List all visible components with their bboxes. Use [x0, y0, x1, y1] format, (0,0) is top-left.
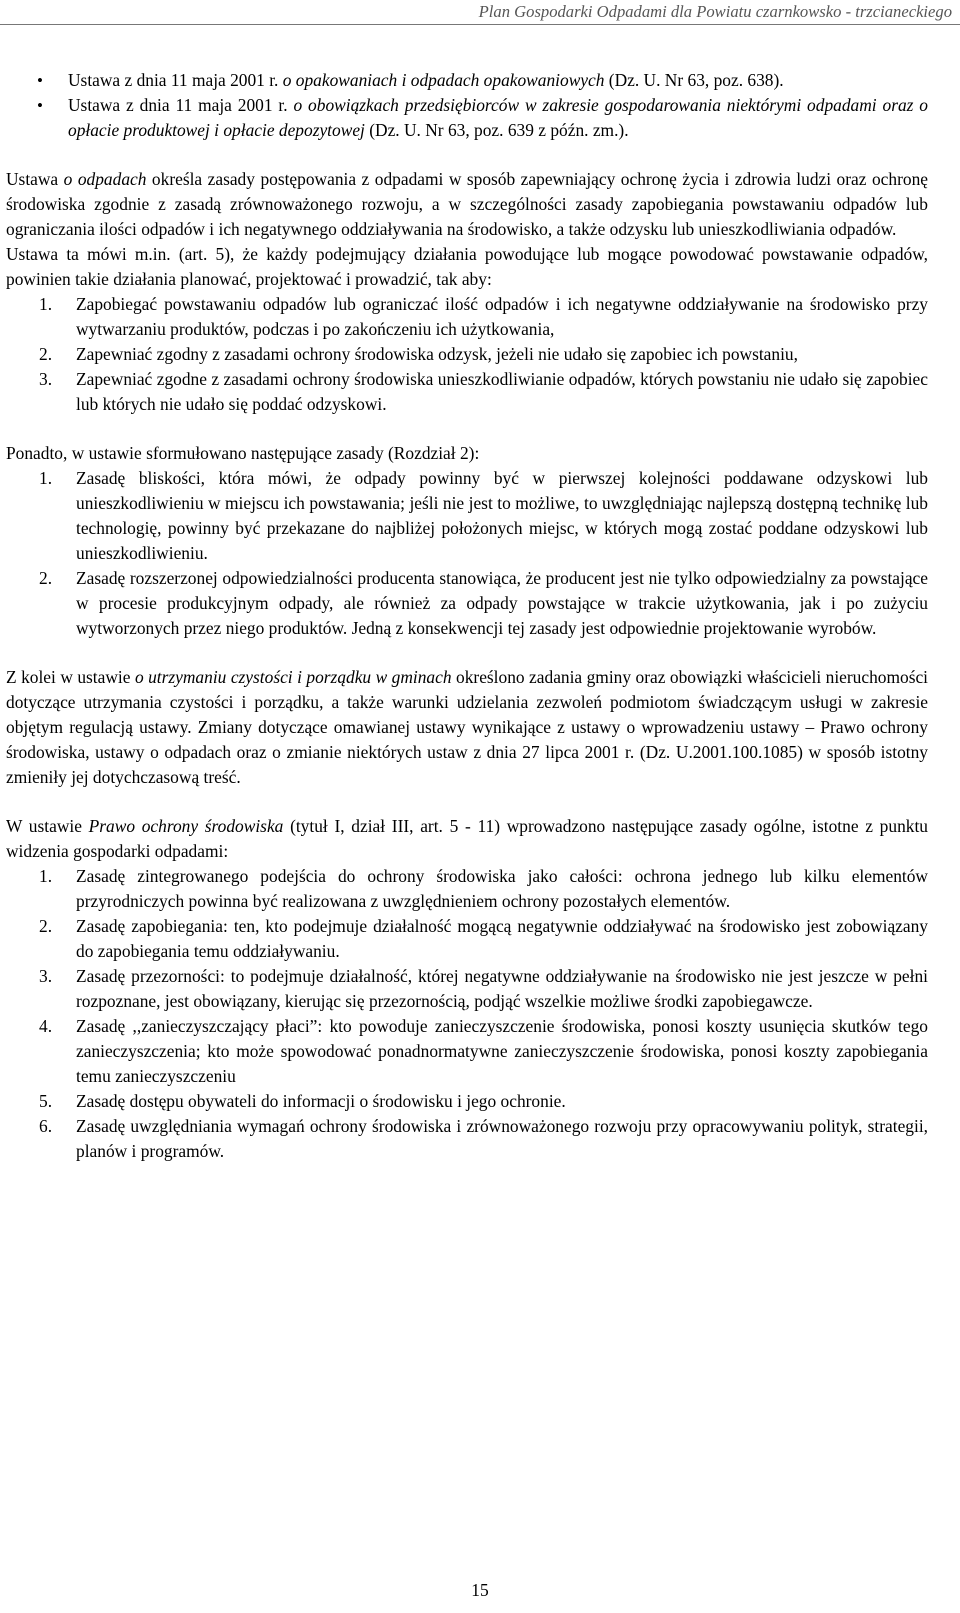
list-item: 3. Zapewniać zgodne z zasadami ochrony środowiska unieszkodliwianie odpadów, których powstaniu nie udało się zapobiec lub których nie udało się poddać odzyskowi. — [39, 369, 928, 414]
page-number: 15 — [471, 1580, 489, 1600]
paragraph-art5: Ustawa ta mówi m.in. (art. 5), że każdy podejmujący działania powodujące lub mogące powodować powstawanie odpadów, powinien takie działania planować, projektować i prowadzić, tak aby: — [6, 244, 928, 289]
list-item: 1. Zapobiegać powstawaniu odpadów lub ograniczać ilość odpadów i ich negatywne oddziaływanie na środowisko przy wytwarzaniu produktów, podczas i po zakończeniu ich użytkowania, — [39, 294, 928, 339]
running-header — [0, 0, 960, 25]
list-item: 5. Zasadę dostępu obywateli do informacji o środowisku i jego ochronie. — [39, 1091, 566, 1111]
list-item: 2. Zapewniać zgodny z zasadami ochrony środowiska odzysk, jeżeli nie udało się zapobiec ich powstaniu, — [39, 344, 798, 364]
list-item: 2. Zasadę rozszerzonej odpowiedzialności producenta stanowiąca, że producent jest nie tylko odpowiedzialny za powstające w procesie produkcyjnym odpady, ale również za odpady powstające w trakcie użytkowania, jak i po zużyciu wytworzonych przez niego produktów. Jedną z konsekwencji tej zasady jest odpowiednie projektowanie wyrobów. — [39, 568, 928, 638]
list-item: 2. Zasadę zapobiegania: ten, kto podejmuje działalność mogącą negatywnie oddziaływać na środowisko jest zobowiązany do zapobiegania temu oddziaływaniu. — [39, 916, 928, 961]
paragraph-zasady-intro: Ponadto, w ustawie sformułowano następujące zasady (Rozdział 2): — [6, 443, 480, 463]
paragraph-odpady-intro: Ustawa o odpadach określa zasady postępowania z odpadami w sposób zapewniający ochronę życia i zdrowia ludzi oraz ochronę środowiska zgodnie z zasadą zrównoważonego rozwoju, a w szczególności zasady zapobiegania powstawaniu odpadów lub ograniczania ilości odpadów i ich negatywnego oddziaływania na środowisko, a także odzysku lub unieszkodliwiania odpadów. — [6, 169, 928, 239]
bullet-item: • Ustawa z dnia 11 maja 2001 r. o opakowaniach i odpadach opakowaniowych (Dz. U. Nr 63, poz. 638). — [68, 68, 928, 93]
header-title: Plan Gospodarki Odpadami dla Powiatu czarnkowsko - trzcianeckiego — [478, 2, 952, 21]
list-item: 1. Zasadę zintegrowanego podejścia do ochrony środowiska jako całości: ochrona jednego lub kilku elementów przyrodniczych powinna być realizowana z uwzględnieniem ochrony pozostałych elementów. — [39, 866, 928, 911]
paragraph-poś-intro: W ustawie Prawo ochrony środowiska (tytuł I, dział III, art. 5 - 11) wprowadzono następujące zasady ogólne, istotne z punktu widzenia gospodarki odpadami: — [6, 816, 928, 861]
list-item: 6. Zasadę uwzględniania wymagań ochrony środowiska i zrównoważonego rozwoju przy opracowywaniu polityk, strategii, planów i programów. — [39, 1116, 928, 1161]
list-item: 3. Zasadę przezorności: to podejmuje działalność, której negatywne oddziaływanie na środowisko nie jest jeszcze w pełni rozpoznane, jest obowiązany, kierując się przezornością, podjąć wszelkie możliwe środki zapobiegawcze. — [39, 966, 928, 1011]
bullet-item: • Ustawa z dnia 11 maja 2001 r. o obowiązkach przedsiębiorców w zakresie gospodarowania niektórymi odpadami oraz o opłacie produktowej i opłacie depozytowej (Dz. U. Nr 63, poz. 639 z późn. zm.). — [68, 93, 928, 143]
list-item: 4. Zasadę ,,zanieczyszczający płaci”: kto powoduje zanieczyszczenie środowiska, ponosi koszty usunięcia skutków tego zanieczyszczenia; kto może spowodować ponadnormatywne zanieczyszczenie środowiska, ponosi koszty zapobiegania temu zanieczyszczeniu — [39, 1016, 928, 1086]
numbered-list-zasady — [6, 466, 928, 641]
list-item: 1. Zasadę bliskości, która mówi, że odpady powinny być w pierwszej kolejności poddawane odzyskowi lub unieszkodliwieniu w miejscu ich powstawania; jeśli nie jest to możliwe, to uwzględniając najlepszą dostępną technikę lub technologię, powinny być przekazane do najbliżej położonych miejsc, w których mogą zostać poddane odzyskowi lub unieszkodliwieniu. — [39, 468, 928, 563]
numbered-list-art5 — [6, 292, 928, 417]
document-body — [6, 68, 928, 1164]
paragraph-czystosc: Z kolei w ustawie o utrzymaniu czystości i porządku w gminach określono zadania gminy oraz obowiązki właścicieli nieruchomości dotyczące utrzymania czystości i porządku, a także warunki udzielania zezwoleń podmiotom świadczącym usługi w zakresie objętym regulacją ustawy. Zmiany dotyczące omawianej ustawy wynikające z ustawy o wprowadzeniu ustawy – Prawo ochrony środowiska, ustawy o odpadach oraz o zmianie niektórych ustaw z dnia 27 lipca 2001 r. (Dz. U.2001.100.1085) w sposób istotny zmieniły jej dotychczasową treść. — [6, 667, 929, 787]
bullet-list — [6, 68, 928, 143]
numbered-list-pos — [6, 864, 928, 1164]
